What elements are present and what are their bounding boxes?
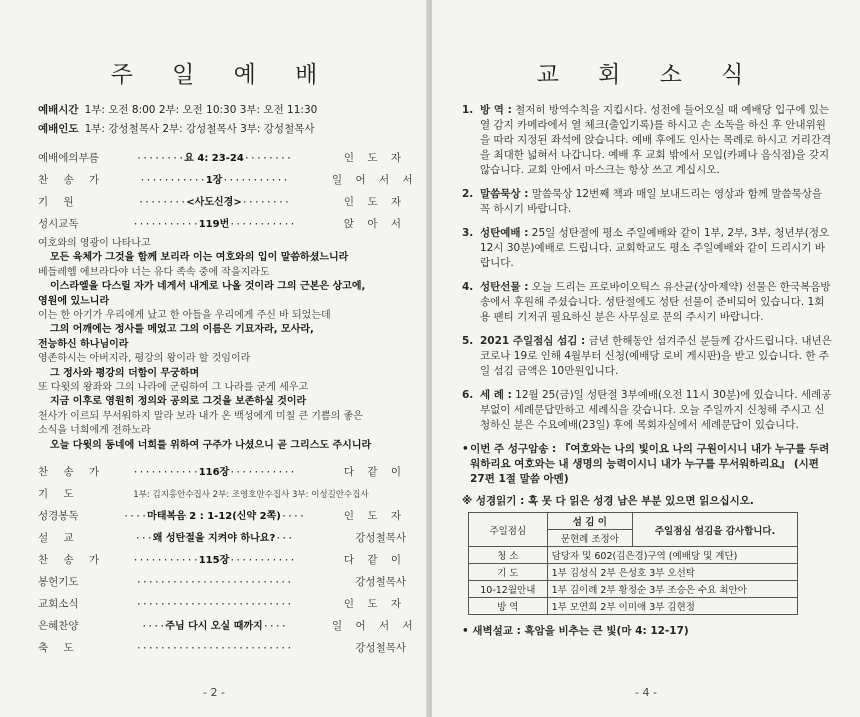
reading-line: 이는 한 아기가 우리에게 났고 한 아들을 우리에게 주신 바 되었는데 [38,310,331,322]
reading-line: 또 다윗의 왕좌와 그의 나라에 군림하여 그 나라를 굳게 세우고 [38,382,309,394]
order-of-service-top [38,147,418,235]
reading-line: 지금 이후로 영원히 정의와 공의로 그것을 보존하실 것이라 [50,396,307,408]
reading-line: 베들레헴 에브라다야 너는 유다 족속 중에 작을지라도 [38,266,270,278]
table-row: 청 소 담당자 및 602(김은경)구역 (예배당 및 계단) [469,547,798,564]
reading-line: 여호와의 영광이 나타나고 [38,238,151,249]
news-item: 1. 방 역 : 철저히 방역수칙을 지킵시다. 성전에 들어오실 때 예배당 입구에 있는 열 감지 카메라에서 열 체크(출입기록)를 하시고 손 소독을 하신 후 안내위원을 따라 지정된 좌석에 앉습니다. 예배 후에도 인사는 목례로 하시고 거리간격을 최대한 넓혀서 나갑니다. 예배 후 교회 밖에서 모임(카페나 음식점)을 갖지 않습니다. 교회 안에서 마스크는 항상 쓰고 계십시오. [462,104,832,176]
dawn-sermon: • 새벽설교 : 흑암을 비추는 큰 빛(마 4: 12-17) [462,625,689,637]
time-row: 예배시간 1부: 오전 8:00 2부: 오전 10:30 3부: 오전 11:30 [38,104,318,116]
reading-line: 소식을 너희에게 전하노라 [38,425,151,437]
page-number: - 4 - [635,686,657,699]
memory-verse: • 이번 주 성구암송 : 『여호와는 나의 빛이요 나의 구원이시니 내가 누구를 두려워하리요 여호와는 내 생명의 능력이시니 내가 누구를 무서워하리요』 (시편 27편 1절 말씀 아멘) [462,443,830,485]
order-row: 기 원 ········<사도신경>········ 인 도 자 [38,196,406,208]
news-item: 5. 2021 주일점심 섬김 : 금년 한해동안 섬겨주신 분들께 감사드립니다. 내년은 코로나 19로 인해 4월부터 신청(예배당 로비 게시판)을 받고 있습니다. 한 주일 섬김 금액은 10만원입니다. [462,335,832,377]
order-row: 찬 송 가 ···········115장··········· 다 같 이 [38,554,406,567]
order-row: 교회소식 ·························· 인 도 자 [38,598,406,611]
reading-line: 그 정사와 평강의 더함이 무궁하며 [50,367,200,379]
page-number: - 2 - [203,686,225,699]
reading-line: 그의 어깨에는 정사를 메었고 그의 이름은 기묘자라, 모사라, [50,324,314,336]
table-row: 주일점심 섬 김 이 주일점심 섬김을 감사합니다. [469,513,798,530]
order-row: 은혜찬양 ····주님 다시 오실 때까지···· 일 어 서 서 [38,620,418,633]
table-row: 방 역 1부 모연희 2부 이미애 3부 김현정 [469,598,798,615]
order-row: 찬 송 가 ···········116장··········· 다 같 이 [38,466,406,479]
order-row: 예배에의부름 ········요 4: 23-24········ 인 도 자 [38,152,406,164]
order-row: 축 도 ·························· 강성철목사 [38,642,406,655]
worship-times [38,101,406,139]
right-page [432,0,860,717]
news-title: 교 회 소 식 [536,62,760,88]
table-row: 문현례 조정아 [469,530,798,547]
reading-line: 오늘 다윗의 동네에 너희를 위하여 구주가 나셨으니 곧 그리스도 주시니라 [50,439,372,451]
reading-line: 전능하신 하나님이라 [38,338,129,350]
reading-line: 이스라엘을 다스릴 자가 네게서 내게로 나올 것이라 그의 근본은 상고에, [50,281,366,293]
news-item: 4. 성탄선물 : 오늘 드리는 프로바이오틱스 유산균(상아제약) 선물은 한국복음방송에서 후원해 주셨습니다. 성탄절에도 성탄 선물이 준비되어 있습니다. 1회용 팬티 기저귀 필요하신 분은 사무실로 문의 주시기 바랍니다. [462,281,831,323]
bible-reading-note: ※ 성경읽기 : 혹 못 다 읽은 성경 남은 부분 있으면 읽으십시오. [462,495,754,507]
church-news [462,103,834,433]
reading-line: 영원에 있느니라 [38,295,110,307]
order-row: 설 교 ···왜 성탄절을 지켜야 하나요?··· 강성철목사 [38,532,406,545]
news-item: 2. 말씀묵상 : 말씀묵상 12번째 책과 매일 보내드리는 영상과 함께 말씀묵상을 꼭 하시기 바랍니다. [462,188,823,215]
order-row: 기 도 1부: 김지홍안수집사 2부: 조영호안수집사 3부: 이성길안수집사 [38,488,369,501]
order-row: 성경봉독 ····마태복음 2 : 1-12(신약 2쪽)···· 인 도 자 [38,510,406,523]
left-page [0,0,428,717]
reading-line: 모든 육체가 그것을 함께 보리라 이는 여호와의 입이 말씀하셨느니라 [50,252,349,264]
order-row: 찬 송 가 ···········1장··········· 일 어 서 서 [38,174,418,186]
order-row: 성시교독 ···········119번··········· 앉 아 서 [38,218,406,230]
worship-title: 주 일 예 배 [110,62,334,88]
news-item: 3. 성탄예배 : 25일 성탄절에 평소 주일예배와 같이 1부, 2부, 3부, 청년부(정오 12시 30분)예배로 드립니다. 교회학교도 평소 주일예배와 같이 드리시기 바랍니다. [462,227,830,269]
duty-table [468,512,798,615]
order-of-service-bottom [38,461,418,659]
table-row: 기 도 1부 김성식 2부 은성호 3부 오선탁 [469,564,798,581]
news-item: 6. 세 례 : 12월 25(금)일 성탄절 3부예배(오전 11시 30분)에 있습니다. 세례공부없이 세례문답만하고 세례식을 갖습니다. 오늘 주일까지 신청해 주시고 신청하신 분은 수요예배(23일) 후에 목회자실에서 세례문답이 있습니다. [462,389,832,431]
responsive-reading [38,237,406,453]
table-row: 10-12월안내 1부 김이례 2부 황정순 3부 조승은 수요 최안아 [469,581,798,598]
reading-line: 영존하시는 아버지라, 평강의 왕이라 할 것임이라 [38,353,251,365]
time-row: 예배인도 1부: 강성철목사 2부: 강성철목사 3부: 강성철목사 [38,123,315,135]
order-row: 봉헌기도 ·························· 강성철목사 [38,576,406,589]
reading-line: 천사가 이르되 무서워하지 말라 보라 내가 온 백성에게 미칠 큰 기쁨의 좋은 [38,410,363,422]
